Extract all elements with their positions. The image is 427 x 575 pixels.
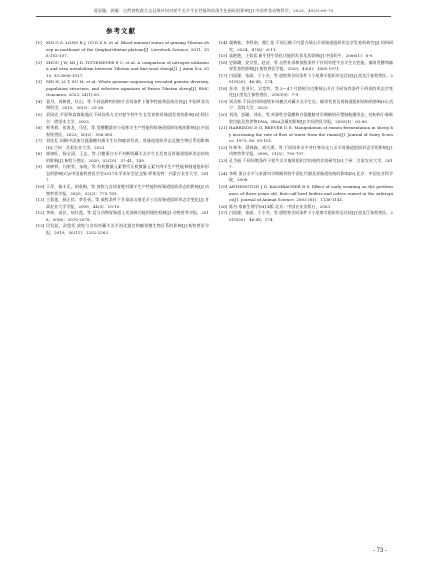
reference-number: [17] [219, 72, 228, 78]
reference-item [219, 158, 393, 171]
reference-item [219, 145, 393, 158]
reference-item [219, 184, 393, 204]
reference-text: 刘佳忆.饲粮中添加甘露寡糖对滩羊生长和瘤胃发育、胃肠道组织形态及微生物区系的影响[D].兰州：甘肃农业大学，2021. [46, 138, 209, 150]
reference-item [36, 184, 209, 197]
reference-number: [4] [36, 98, 42, 104]
reference-item [36, 151, 209, 164]
reference-text: 苏卓，包亚尔，吴堂均，等.3～4个月龄阿尔巴斯绒山羊在不同饲养条件下两胃的形态学变化[J].黑龙江畜牧兽医，2005(9)：7-9. [229, 85, 393, 98]
reference-text: 栗梅桂，李科南，穆仁花.不同日粮下内蒙古绒山羊胃肠道组织形态学发育的研究[J].饲料研究，2024，47(6)：6-11. [229, 40, 393, 52]
reference-number: [18] [219, 85, 228, 91]
reference-number: [22] [219, 144, 228, 150]
references-right-column [219, 40, 393, 223]
reference-text: HARRISON D G, BEEVER D E. Manipulation of rumen fermentation in sheep by increasing the rate of flow of water from the rumen[J]. Journal of Dairy Science, 1975, 85: 93-101. [229, 125, 393, 144]
reference-text: ZHOU J W, MI J D, TITGEMEYER E C, et al. A comparison of nitrogen utilization and urea metabolism between Tibetan and fine-wool sheep[J]. J Anim Sci, 2015, 93:3006-3017. [46, 59, 209, 78]
reference-text: 刘涛，彭珊，刘东，等.外源性谷氨酸和谷氨酰胺对早期断奶仔猪肠粘膜形态、结构和小肠吸收功能及营养物DNA、RNA含量的影响[J].中国兽医学报，2005(1)：62-65. [229, 112, 393, 124]
reference-number: [1] [36, 40, 42, 45]
reference-item [219, 60, 393, 73]
reference-number: [13] [36, 223, 45, 229]
reference-text: 李辉.蛋白水平与来源对早期断奶犊牛消化代谢及胃肠道结构的影响[D].北京：中国农业科学院，2008. [229, 170, 393, 183]
reference-number: [6] [36, 125, 42, 131]
reference-text: 闫发起，武俊发.放牧与舍饲对藏羊羔羊消化器官和瘤胃微生物区系的影响[J].畜牧兽医学报，2019，50(11)：2252-2263. [46, 223, 209, 235]
reference-item [36, 125, 209, 138]
reference-item [36, 79, 209, 99]
reference-number: [14] [219, 40, 228, 45]
reference-item [36, 60, 209, 80]
reference-text: 孔令丽.不同饲喂条件下牦牛羔羊瘤胃组织学结构的比较研究[D].兰州：甘肃农业大学，2017. [229, 157, 393, 170]
reference-text: 李坤，高民，胡红莲，等.反刍动物胃肠道上皮屏障功能的调控机制[J].动物营养学报，2018，30(6)：2070-2078. [46, 210, 209, 222]
reference-number: [19] [219, 98, 228, 104]
reference-item [36, 223, 209, 236]
reference-number: [16] [219, 59, 228, 65]
reference-item [219, 99, 393, 112]
reference-text: 杜林冬，薛林森，胡大勇，等.不同饲养水平对杜寒杂交公羔羊胃肠道组织形态学的影响[J].动物营养学报，2009，21(5)：792-797. [229, 144, 393, 157]
reference-item [219, 73, 393, 86]
reference-text: 史陈璐，安宗恒，赵洁，等.自然补添和放牧条件下补饲对牦牛羔羊生长性能、瘤胃发酵和瘤胃发育的影响[J].畜牧兽医学报，2020，43(6)：1063-1071. [229, 59, 393, 72]
reference-number: [24] [219, 170, 228, 176]
reference-text: 陈杰.家畜生理学[M].4版.北京：中国农业出版社，2003. [229, 203, 332, 209]
reference-item [36, 210, 209, 223]
reference-number: [3] [36, 79, 42, 85]
reference-text: 高艳艳，王如喜.新生牦牛消化功能的发育及其影响[J].中国奶牛，2006(1)：6-9. [229, 53, 374, 59]
reference-text: 袁园宏.平原和高海拔地区不同饲养方式对牦牛犊牛生长发育和胃肠道发育的影响[D].阿拉尔：塔里木大学，2023. [46, 112, 209, 124]
reference-number: [15] [219, 53, 228, 59]
reference-number: [20] [219, 112, 228, 118]
page-number: - 73 - [372, 548, 387, 554]
reference-number: [10] [36, 184, 45, 190]
reference-item [219, 210, 393, 223]
reference-item [36, 40, 209, 60]
reference-number: [23] [219, 157, 228, 163]
reference-text: SHI H, LI T, SU M, et al. Whole genome sequencing revealed genetic diversity, population structure, and selective signature of Panou Tibetan sheep[J]. BMC Genomics, 2023, 24(1):50. [46, 79, 209, 98]
reference-number: [7] [36, 138, 42, 144]
reference-text: 于萍，杨丰乐，胡英梅，等.放牧与舍饲育肥对湖羊生产性能和胃肠道组织形态的影响[J].动物营养学报，2020，32(2)：775-783. [46, 184, 209, 196]
reference-text: 王彩莲，郝正祥，李发弟，等.放牧条件下甘肃高山细毛羊公羔胃肠道组织形态学变化[J].甘肃农业大学学报，2009，44(3)：10-15. [46, 197, 209, 209]
reference-item [219, 171, 393, 184]
reference-text: 周贞林.不同舍饲和放牧补饲模式对藏羊羔羊生长、瘤胃发育及胃肠道组织结构的影响[D].西宁：青海大学，2023. [229, 98, 393, 111]
reference-item [219, 112, 393, 125]
reference-number: [21] [219, 125, 228, 131]
reference-text: ARTHINGTON J D, KALMBACHER R S. Effect of early weaning on the performance of three years old, first-calf beef heifers and calves reared in the subtropics[J]. Journal of Animal Science, 2003 (81)：1136-1141. [229, 184, 393, 203]
reference-text: 白国源，张丽，于小杰，等.放牧和舍饲条件下小尾寒羊组织形态比较[J].黑龙江畜牧兽医，2019(20)：46-48，174. [229, 210, 393, 222]
section-title: 参考文献 [106, 27, 136, 35]
reference-item [36, 112, 209, 125]
reference-text: 白国源，张丽，于小杰，等.放牧和舍饲条件下小尾寒羊组织形态比较[J].黑龙江畜牧兽医，2019(20)：46-48，174. [229, 72, 393, 85]
reference-item [219, 86, 393, 99]
reference-item [219, 125, 393, 145]
reference-number: [25] [219, 184, 228, 190]
reference-text: 师秀莉，张海龙，马佳，等.发酵糟渣对小尾寒羊生产性能和胃肠道组织结构的影响[J].中国畜牧兽医，2023，50(2)：556-563. [46, 125, 209, 137]
reference-number: [9] [36, 164, 42, 170]
reference-item [36, 99, 209, 112]
reference-number: [5] [36, 112, 42, 118]
reference-item [36, 197, 209, 210]
reference-text: XIN G S, LONG R J, GUO X S, et al. Blood mineral status of grazing Tibetan sheep in northeast of the Qinghai-tibetan plateau[J]. Livestock Science, 2011, 136:102-107. [46, 40, 209, 59]
reference-number: [2] [36, 59, 42, 65]
header-rule [36, 16, 391, 17]
reference-item [219, 40, 393, 53]
reference-item [36, 164, 209, 184]
reference-number: [26] [219, 203, 228, 209]
reference-text: 姜丹，刘树建，杜山，等.不同品种肉用绵羊舍饲条件下屠宰性能和品质比较[J].中国草食动物科学，2010，30(3)：23-26. [46, 98, 209, 111]
reference-number: [12] [36, 210, 45, 216]
reference-text: 崔康旺，杨全清，王志，等.日粮蛋白水平对断奶藏羊羔羊生长发育及胃肠道组织形态结构的影响[J].畜牧与兽医，2020，52(10)：37-41，149. [46, 151, 209, 163]
reference-number: [11] [36, 197, 45, 203]
reference-number: [8] [36, 151, 42, 157]
reference-text: 周树林，闫豪等，朱晓，等.有机微量元素替代无机微量元素对肉羊生产性能和肠道组织形态的影响[C]//中国畜牧兽医学会2017年学术年会论文集.呼和浩特：内蒙古农业大学，2017. [46, 164, 209, 183]
references-left-column [36, 40, 209, 236]
reference-item [36, 138, 209, 151]
reference-number: [27] [219, 210, 228, 216]
running-head: 聂思璇，郭璇：自然放牧联合文冠果补饲对牦牛羔羊生长性能和血清生化指标的影响[J].中国草食动物科学，2025，45(3):69-73 [93, 8, 334, 13]
